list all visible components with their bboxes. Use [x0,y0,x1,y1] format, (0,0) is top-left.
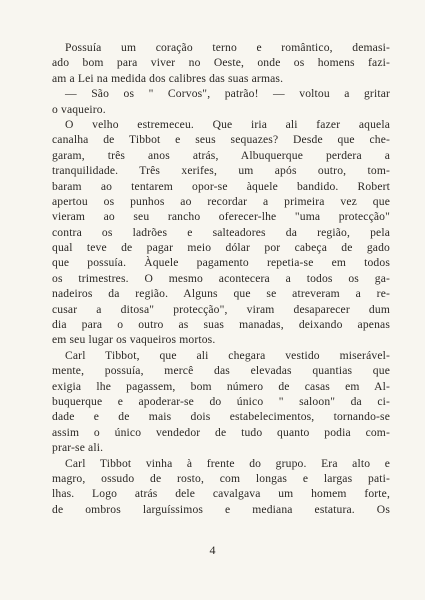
text-line: que possuía. Àquele pagamento repetia-se em todos [52,256,390,270]
text-line: Possuía um coração terno e romântico, demasi- [65,41,390,54]
text-line: tranquilidade. Três xerifes, um após outro, tom- [52,164,390,178]
text-line: nadeiros da região. Alguns que se atreveram a re- [52,287,390,301]
text-line: Carl Tibbot, que ali chegara vestido miserável- [65,348,390,362]
text-line: — São os " Corvos", patrão! — voltou a gritar [65,87,390,101]
text-line: Carl Tibbot vinha à frente do grupo. Era alto e [65,456,390,470]
text-line: baram ao tentarem opor-se àquele bandido. Robert [52,179,390,193]
text-line: os trimestres. O mesmo acontecera a todos os ga- [52,271,390,285]
text-line: em seu lugar os vaqueiros mortos. [52,333,216,347]
text-line: prar-se ali. [52,441,104,455]
text-line: qual teve de pagar meio dólar por cabeça de gado [52,241,390,255]
text-line: contra os ladrões e salteadores da região, pela [52,225,390,239]
text-line: canalha de Tibbot e seus sequazes? Desde que che- [52,133,390,147]
text-line: garam, três anos atrás, Albuquerque perdera a [52,148,390,162]
text-line: buquerque e apoderar-se do único " saloon" da ci- [52,394,390,408]
text-line: dia para o outro as suas manadas, deixando apenas [52,318,390,332]
text-line: am a Lei na medida dos calibres das suas armas. [52,71,284,85]
page-number: 4 [209,543,216,557]
text-line: mente, possuía, mercê das elevadas quantias que [52,364,390,378]
text-line: o vaqueiro. [52,102,106,116]
text-line: cusar a ditosa" protecção", viram desaparecer dum [52,302,390,316]
text-line: magro, ossudo de rosto, com longas e largas pati- [52,471,390,485]
text-line: de ombros larguíssimos e mediana estatura. Os [52,502,390,516]
body-text [52,40,390,517]
text-line: dade e de mais dois estabelecimentos, tornando-se [52,410,390,424]
text-line: vieram ao seu rancho oferecer-lhe "uma protecção" [52,210,390,224]
text-line: O velho estremeceu. Que iria ali fazer aquela [65,117,390,131]
text-line: apertou os punhos ao recordar a primeira vez que [52,194,390,208]
text-line: lhas. Logo atrás dele cavalgava um homem forte, [52,487,390,501]
text-line: exigia lhe pagassem, bom número de casas em Al- [52,379,390,393]
text-line: ado bom para viver no Oeste, onde os homens fazi- [52,56,390,70]
text-line: assim o único vendedor de tudo quanto podia com- [52,425,390,439]
